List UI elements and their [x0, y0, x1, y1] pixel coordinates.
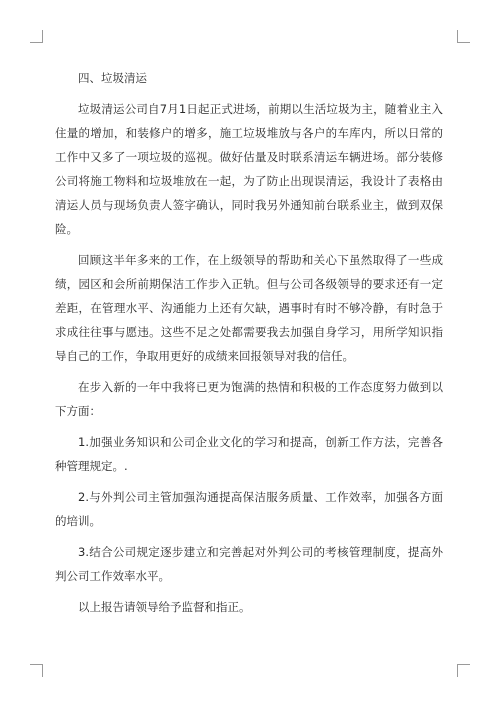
paragraph-new-year-intro: 在步入新的一年中我将已更为饱满的热情和积极的工作态度努力做到以下方面： — [55, 380, 443, 418]
crop-mark-top-left — [30, 30, 43, 43]
crop-mark-bottom-left — [30, 664, 43, 677]
section-heading: 四、垃圾清运 — [78, 71, 147, 85]
paragraph-garbage-removal: 垃圾清运公司自7月1日起正式进场，前期以生活垃圾为主，随着业主入住量的增加，和装修户的增多，施工垃圾堆放与各户的车库内，所以日常的工作中又多了一项垃圾的巡视。做好估量及时联系清运车辆进场。部分装修公司将施工物料和垃圾堆放在一起，为了防止出现误清运，我设计了表格由清运人员与现场负责人签字确认，同时我另外通知前台联系业主，做到双保险。 — [55, 102, 443, 236]
list-item-2: 2.与外判公司主管加强沟通提高保洁服务质量、工作效率，加强各方面的培训。 — [55, 490, 443, 528]
list-item-3: 3.结合公司规定逐步建立和完善起对外判公司的考核管理制度，提高外判公司工作效率水平。 — [55, 545, 443, 583]
crop-mark-bottom-right — [457, 664, 470, 677]
document-body — [55, 66, 443, 619]
crop-mark-top-right — [457, 30, 470, 43]
closing-line: 以上报告请领导给予监督和指正。 — [78, 600, 251, 614]
list-item-1: 1.加强业务知识和公司企业文化的学习和提高，创新工作方法，完善各种管理规定。. — [55, 435, 443, 473]
paragraph-review: 回顾这半年多来的工作，在上级领导的帮助和关心下虽然取得了一些成绩，园区和会所前期保洁工作步入正轨。但与公司各级领导的要求还有一定差距，在管理水平、沟通能力上还有欠缺，遇事时有时不够冷静，有时急于求成往往事与愿违。这些不足之处都需要我去加强自身学习，用所学知识指导自己的工作，争取用更好的成绩来回报领导对我的信任。 — [55, 253, 443, 363]
